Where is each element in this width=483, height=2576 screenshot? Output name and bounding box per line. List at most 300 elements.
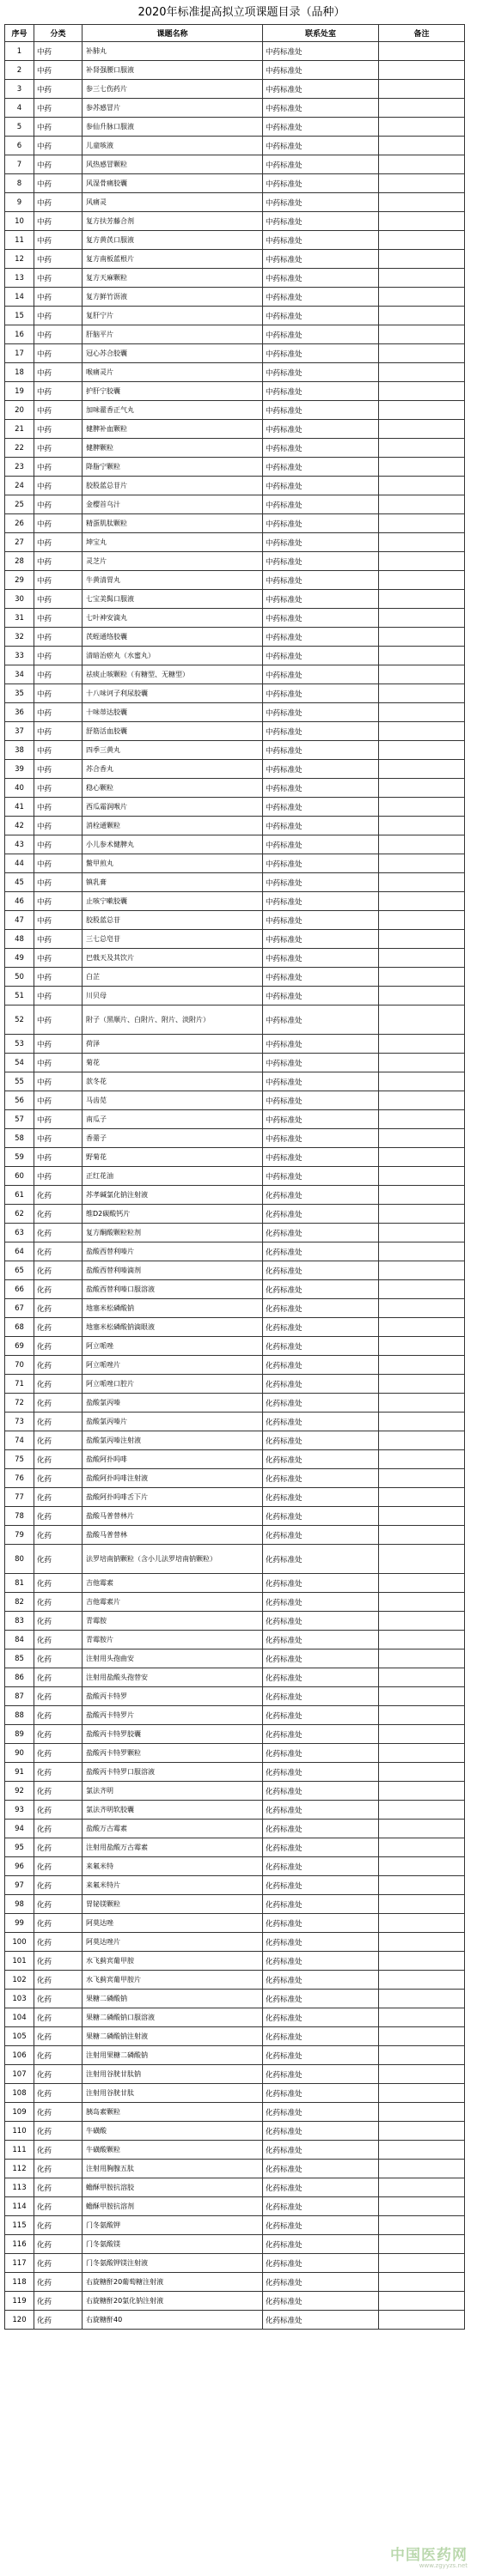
cell-index: 65 bbox=[5, 1261, 34, 1280]
cell-category: 化药 bbox=[34, 2084, 83, 2103]
table-row bbox=[5, 2084, 465, 2103]
table-row bbox=[5, 1488, 465, 1507]
cell-index: 83 bbox=[5, 1612, 34, 1631]
cell-category: 化药 bbox=[34, 2027, 83, 2046]
cell-topic-name: 盐酸丙卡特罗 bbox=[83, 1687, 263, 1706]
cell-contact-office: 中药标准处 bbox=[263, 722, 379, 741]
cell-category: 化药 bbox=[34, 1706, 83, 1725]
cell-topic-name: 阿立哌唑 bbox=[83, 1337, 263, 1356]
cell-category: 化药 bbox=[34, 1375, 83, 1394]
cell-remarks bbox=[379, 382, 465, 401]
cell-category: 中药 bbox=[34, 269, 83, 288]
cell-topic-name: 吉他霉素 bbox=[83, 1574, 263, 1593]
cell-index: 106 bbox=[5, 2046, 34, 2065]
cell-category: 化药 bbox=[34, 1318, 83, 1337]
cell-remarks bbox=[379, 911, 465, 930]
cell-index: 14 bbox=[5, 288, 34, 307]
table-row bbox=[5, 1574, 465, 1593]
cell-category: 中药 bbox=[34, 1148, 83, 1167]
cell-category: 中药 bbox=[34, 609, 83, 628]
table-row bbox=[5, 968, 465, 987]
cell-index: 72 bbox=[5, 1394, 34, 1413]
cell-contact-office: 中药标准处 bbox=[263, 628, 379, 647]
table-row bbox=[5, 1148, 465, 1167]
table-row bbox=[5, 99, 465, 118]
cell-contact-office: 中药标准处 bbox=[263, 363, 379, 382]
table-row bbox=[5, 1838, 465, 1857]
cell-category: 化药 bbox=[34, 2273, 83, 2292]
cell-category: 中药 bbox=[34, 42, 83, 61]
cell-category: 化药 bbox=[34, 1782, 83, 1801]
cell-index: 35 bbox=[5, 684, 34, 703]
cell-contact-office: 中药标准处 bbox=[263, 552, 379, 571]
cell-index: 105 bbox=[5, 2027, 34, 2046]
cell-category: 化药 bbox=[34, 1725, 83, 1744]
table-header-row bbox=[5, 25, 465, 42]
cell-index: 99 bbox=[5, 1914, 34, 1933]
cell-remarks bbox=[379, 2197, 465, 2216]
cell-topic-name: 盐酸万古霉素 bbox=[83, 1820, 263, 1838]
cell-category: 中药 bbox=[34, 552, 83, 571]
cell-contact-office: 中药标准处 bbox=[263, 42, 379, 61]
table-row bbox=[5, 420, 465, 439]
table-row bbox=[5, 1820, 465, 1838]
cell-index: 116 bbox=[5, 2235, 34, 2254]
cell-remarks bbox=[379, 2141, 465, 2160]
cell-remarks bbox=[379, 99, 465, 118]
cell-contact-office: 化药标准处 bbox=[263, 1574, 379, 1593]
cell-category: 化药 bbox=[34, 1933, 83, 1952]
table-row bbox=[5, 2122, 465, 2141]
cell-remarks bbox=[379, 1933, 465, 1952]
cell-contact-office: 中药标准处 bbox=[263, 137, 379, 155]
cell-remarks bbox=[379, 590, 465, 609]
table-row bbox=[5, 1413, 465, 1431]
cell-contact-office: 中药标准处 bbox=[263, 439, 379, 458]
table-row bbox=[5, 609, 465, 628]
cell-contact-office: 中药标准处 bbox=[263, 212, 379, 231]
cell-contact-office: 中药标准处 bbox=[263, 231, 379, 250]
cell-contact-office: 中药标准处 bbox=[263, 344, 379, 363]
cell-contact-office: 中药标准处 bbox=[263, 533, 379, 552]
cell-index: 9 bbox=[5, 193, 34, 212]
cell-contact-office: 中药标准处 bbox=[263, 477, 379, 495]
cell-remarks bbox=[379, 61, 465, 80]
cell-category: 化药 bbox=[34, 1242, 83, 1261]
table-row bbox=[5, 2103, 465, 2122]
table-row bbox=[5, 987, 465, 1005]
table-row bbox=[5, 760, 465, 779]
cell-category: 化药 bbox=[34, 1450, 83, 1469]
cell-contact-office: 中药标准处 bbox=[263, 665, 379, 684]
cell-remarks bbox=[379, 2046, 465, 2065]
cell-remarks bbox=[379, 2292, 465, 2311]
cell-category: 化药 bbox=[34, 2235, 83, 2254]
cell-topic-name: 地塞米松磷酸钠 bbox=[83, 1299, 263, 1318]
cell-remarks bbox=[379, 174, 465, 193]
cell-contact-office: 中药标准处 bbox=[263, 703, 379, 722]
cell-remarks bbox=[379, 1593, 465, 1612]
cell-topic-name: 盐酸阿扑吗啡 bbox=[83, 1450, 263, 1469]
cell-remarks bbox=[379, 193, 465, 212]
cell-remarks bbox=[379, 1857, 465, 1876]
cell-category: 化药 bbox=[34, 2197, 83, 2216]
table-row bbox=[5, 1914, 465, 1933]
cell-topic-name: 小儿参术健脾丸 bbox=[83, 835, 263, 854]
cell-contact-office: 中药标准处 bbox=[263, 1129, 379, 1148]
cell-contact-office: 中药标准处 bbox=[263, 495, 379, 514]
cell-index: 52 bbox=[5, 1005, 34, 1035]
cell-index: 86 bbox=[5, 1668, 34, 1687]
cell-topic-name: 盐酸丙卡特罗口服溶液 bbox=[83, 1763, 263, 1782]
cell-contact-office: 中药标准处 bbox=[263, 760, 379, 779]
cell-contact-office: 化药标准处 bbox=[263, 1375, 379, 1394]
cell-index: 48 bbox=[5, 930, 34, 949]
table-row bbox=[5, 798, 465, 817]
cell-topic-name: 牛磺酸 bbox=[83, 2122, 263, 2141]
cell-contact-office: 化药标准处 bbox=[263, 1280, 379, 1299]
cell-index: 42 bbox=[5, 817, 34, 835]
cell-index: 120 bbox=[5, 2311, 34, 2330]
cell-remarks bbox=[379, 817, 465, 835]
cell-index: 57 bbox=[5, 1110, 34, 1129]
cell-contact-office: 中药标准处 bbox=[263, 1110, 379, 1129]
cell-topic-name: 四季三黄丸 bbox=[83, 741, 263, 760]
cell-topic-name: 蟾酥甲胺抗溶胶 bbox=[83, 2178, 263, 2197]
cell-category: 中药 bbox=[34, 363, 83, 382]
cell-contact-office: 中药标准处 bbox=[263, 930, 379, 949]
cell-index: 66 bbox=[5, 1280, 34, 1299]
table-row bbox=[5, 1431, 465, 1450]
cell-index: 16 bbox=[5, 325, 34, 344]
table-row bbox=[5, 495, 465, 514]
cell-topic-name: 氯法齐明软胶囊 bbox=[83, 1801, 263, 1820]
cell-contact-office: 化药标准处 bbox=[263, 1668, 379, 1687]
table-row bbox=[5, 458, 465, 477]
cell-category: 中药 bbox=[34, 118, 83, 137]
cell-index: 44 bbox=[5, 854, 34, 873]
cell-remarks bbox=[379, 1091, 465, 1110]
cell-topic-name: 降脂宁颗粒 bbox=[83, 458, 263, 477]
cell-contact-office: 化药标准处 bbox=[263, 2065, 379, 2084]
cell-remarks bbox=[379, 1242, 465, 1261]
table-row bbox=[5, 2046, 465, 2065]
cell-contact-office: 中药标准处 bbox=[263, 949, 379, 968]
table-row bbox=[5, 1005, 465, 1035]
table-row bbox=[5, 1507, 465, 1526]
cell-category: 中药 bbox=[34, 779, 83, 798]
cell-topic-name: 来氟米特片 bbox=[83, 1876, 263, 1895]
table-row bbox=[5, 1242, 465, 1261]
cell-topic-name: 牛黄清胃丸 bbox=[83, 571, 263, 590]
cell-category: 中药 bbox=[34, 590, 83, 609]
cell-index: 20 bbox=[5, 401, 34, 420]
cell-category: 化药 bbox=[34, 2292, 83, 2311]
cell-remarks bbox=[379, 1744, 465, 1763]
cell-contact-office: 化药标准处 bbox=[263, 1261, 379, 1280]
cell-topic-name: 补肾强腰口服液 bbox=[83, 61, 263, 80]
cell-remarks bbox=[379, 1706, 465, 1725]
cell-contact-office: 化药标准处 bbox=[263, 1744, 379, 1763]
cell-index: 58 bbox=[5, 1129, 34, 1148]
cell-remarks bbox=[379, 2084, 465, 2103]
cell-topic-name: 白芷 bbox=[83, 968, 263, 987]
cell-index: 92 bbox=[5, 1782, 34, 1801]
cell-category: 化药 bbox=[34, 2046, 83, 2065]
cell-category: 中药 bbox=[34, 137, 83, 155]
cell-contact-office: 中药标准处 bbox=[263, 647, 379, 665]
cell-category: 化药 bbox=[34, 1507, 83, 1526]
cell-index: 89 bbox=[5, 1725, 34, 1744]
cell-topic-name: 右旋糖酐20葡萄糖注射液 bbox=[83, 2273, 263, 2292]
cell-index: 22 bbox=[5, 439, 34, 458]
cell-remarks bbox=[379, 552, 465, 571]
cell-index: 68 bbox=[5, 1318, 34, 1337]
cell-contact-office: 化药标准处 bbox=[263, 1952, 379, 1971]
cell-index: 78 bbox=[5, 1507, 34, 1526]
table-row bbox=[5, 118, 465, 137]
cell-topic-name: 注射用胸腺五肽 bbox=[83, 2160, 263, 2178]
cell-topic-name: 稳心颗粒 bbox=[83, 779, 263, 798]
cell-topic-name: 法罗培南钠颗粒（含小儿法罗培南钠颗粒） bbox=[83, 1545, 263, 1574]
table-row bbox=[5, 1299, 465, 1318]
cell-index: 8 bbox=[5, 174, 34, 193]
cell-category: 化药 bbox=[34, 1574, 83, 1593]
cell-index: 11 bbox=[5, 231, 34, 250]
cell-topic-name: 果糖二磷酸钠注射液 bbox=[83, 2027, 263, 2046]
cell-index: 55 bbox=[5, 1072, 34, 1091]
cell-remarks bbox=[379, 1035, 465, 1054]
cell-contact-office: 化药标准处 bbox=[263, 1224, 379, 1242]
cell-contact-office: 化药标准处 bbox=[263, 1394, 379, 1413]
cell-category: 中药 bbox=[34, 307, 83, 325]
cell-topic-name: 冠心苏合胶囊 bbox=[83, 344, 263, 363]
cell-contact-office: 中药标准处 bbox=[263, 684, 379, 703]
cell-contact-office: 化药标准处 bbox=[263, 2292, 379, 2311]
cell-index: 76 bbox=[5, 1469, 34, 1488]
table-row bbox=[5, 1744, 465, 1763]
table-row bbox=[5, 250, 465, 269]
cell-contact-office: 化药标准处 bbox=[263, 1526, 379, 1545]
table-row bbox=[5, 2273, 465, 2292]
cell-contact-office: 化药标准处 bbox=[263, 2122, 379, 2141]
cell-category: 化药 bbox=[34, 2008, 83, 2027]
cell-contact-office: 化药标准处 bbox=[263, 1706, 379, 1725]
table-row bbox=[5, 684, 465, 703]
cell-topic-name: 风痛灵 bbox=[83, 193, 263, 212]
cell-contact-office: 化药标准处 bbox=[263, 2216, 379, 2235]
cell-remarks bbox=[379, 835, 465, 854]
table-row bbox=[5, 1261, 465, 1280]
cell-category: 化药 bbox=[34, 1224, 83, 1242]
watermark-logo bbox=[390, 2543, 468, 2569]
cell-category: 化药 bbox=[34, 2160, 83, 2178]
cell-contact-office: 化药标准处 bbox=[263, 2027, 379, 2046]
cell-remarks bbox=[379, 1668, 465, 1687]
cell-index: 17 bbox=[5, 344, 34, 363]
cell-index: 6 bbox=[5, 137, 34, 155]
cell-index: 39 bbox=[5, 760, 34, 779]
cell-remarks bbox=[379, 1072, 465, 1091]
cell-remarks bbox=[379, 2273, 465, 2292]
cell-category: 中药 bbox=[34, 873, 83, 892]
cell-remarks bbox=[379, 1763, 465, 1782]
cell-topic-name: 青霉胺 bbox=[83, 1612, 263, 1631]
cell-contact-office: 中药标准处 bbox=[263, 155, 379, 174]
cell-topic-name: 门冬氨酸钾 bbox=[83, 2216, 263, 2235]
cell-category: 中药 bbox=[34, 439, 83, 458]
cell-category: 化药 bbox=[34, 1990, 83, 2008]
cell-topic-name: 胰岛素颗粒 bbox=[83, 2103, 263, 2122]
cell-index: 70 bbox=[5, 1356, 34, 1375]
cell-category: 化药 bbox=[34, 1857, 83, 1876]
cell-remarks bbox=[379, 1895, 465, 1914]
cell-topic-name: 盐酸氯丙嗪注射液 bbox=[83, 1431, 263, 1450]
table-row bbox=[5, 382, 465, 401]
table-row bbox=[5, 1971, 465, 1990]
cell-topic-name: 注射用果糖二磷酸钠 bbox=[83, 2046, 263, 2065]
table-row bbox=[5, 80, 465, 99]
cell-category: 化药 bbox=[34, 1687, 83, 1706]
cell-remarks bbox=[379, 42, 465, 61]
table-row bbox=[5, 1110, 465, 1129]
table-row bbox=[5, 155, 465, 174]
cell-topic-name: 门冬氨酸钾镁注射液 bbox=[83, 2254, 263, 2273]
cell-index: 112 bbox=[5, 2160, 34, 2178]
table-row bbox=[5, 1054, 465, 1072]
cell-category: 中药 bbox=[34, 477, 83, 495]
cell-index: 67 bbox=[5, 1299, 34, 1318]
table-row bbox=[5, 779, 465, 798]
cell-remarks bbox=[379, 477, 465, 495]
cell-remarks bbox=[379, 987, 465, 1005]
watermark-url: www.zgyyzs.net bbox=[419, 2562, 468, 2569]
cell-topic-name: 盐酸阿扑吗啡注射液 bbox=[83, 1469, 263, 1488]
cell-topic-name: 复肝宁片 bbox=[83, 307, 263, 325]
cell-index: 60 bbox=[5, 1167, 34, 1186]
cell-index: 50 bbox=[5, 968, 34, 987]
cell-remarks bbox=[379, 1280, 465, 1299]
cell-topic-name: 盐酸氯丙嗪片 bbox=[83, 1413, 263, 1431]
cell-index: 117 bbox=[5, 2254, 34, 2273]
table-row bbox=[5, 628, 465, 647]
cell-category: 中药 bbox=[34, 892, 83, 911]
cell-contact-office: 化药标准处 bbox=[263, 2046, 379, 2065]
cell-remarks bbox=[379, 1914, 465, 1933]
table-row bbox=[5, 949, 465, 968]
cell-index: 49 bbox=[5, 949, 34, 968]
cell-contact-office: 中药标准处 bbox=[263, 1035, 379, 1054]
cell-topic-name: 荷泽 bbox=[83, 1035, 263, 1054]
cell-index: 75 bbox=[5, 1450, 34, 1469]
cell-index: 82 bbox=[5, 1593, 34, 1612]
cell-category: 中药 bbox=[34, 231, 83, 250]
cell-remarks bbox=[379, 1054, 465, 1072]
cell-remarks bbox=[379, 269, 465, 288]
cell-index: 3 bbox=[5, 80, 34, 99]
cell-topic-name: 吉他霉素片 bbox=[83, 1593, 263, 1612]
cell-index: 107 bbox=[5, 2065, 34, 2084]
cell-topic-name: 款冬花 bbox=[83, 1072, 263, 1091]
cell-remarks bbox=[379, 1631, 465, 1649]
cell-topic-name: 盐酸西替利嗪口服溶液 bbox=[83, 1280, 263, 1299]
cell-contact-office: 化药标准处 bbox=[263, 2103, 379, 2122]
table-row bbox=[5, 892, 465, 911]
table-row bbox=[5, 2292, 465, 2311]
table-row bbox=[5, 930, 465, 949]
cell-contact-office: 中药标准处 bbox=[263, 798, 379, 817]
cell-category: 中药 bbox=[34, 61, 83, 80]
cell-category: 化药 bbox=[34, 1280, 83, 1299]
cell-topic-name: 注射用头孢曲安 bbox=[83, 1649, 263, 1668]
cell-index: 61 bbox=[5, 1186, 34, 1205]
cell-index: 64 bbox=[5, 1242, 34, 1261]
cell-contact-office: 化药标准处 bbox=[263, 1488, 379, 1507]
cell-remarks bbox=[379, 533, 465, 552]
cell-remarks bbox=[379, 1649, 465, 1668]
cell-index: 87 bbox=[5, 1687, 34, 1706]
cell-topic-name: 止咳宁嗽胶囊 bbox=[83, 892, 263, 911]
cell-category: 化药 bbox=[34, 2141, 83, 2160]
cell-contact-office: 化药标准处 bbox=[263, 2311, 379, 2330]
cell-remarks bbox=[379, 968, 465, 987]
cell-index: 119 bbox=[5, 2292, 34, 2311]
cell-category: 中药 bbox=[34, 647, 83, 665]
cell-topic-name: 儿童咳液 bbox=[83, 137, 263, 155]
cell-remarks bbox=[379, 1574, 465, 1593]
cell-category: 中药 bbox=[34, 628, 83, 647]
cell-category: 化药 bbox=[34, 1838, 83, 1857]
cell-index: 25 bbox=[5, 495, 34, 514]
table-row bbox=[5, 590, 465, 609]
cell-index: 43 bbox=[5, 835, 34, 854]
cell-contact-office: 化药标准处 bbox=[263, 1356, 379, 1375]
cell-topic-name: 盐酸马普替林 bbox=[83, 1526, 263, 1545]
cell-category: 中药 bbox=[34, 760, 83, 779]
cell-category: 化药 bbox=[34, 1545, 83, 1574]
cell-category: 中药 bbox=[34, 1035, 83, 1054]
cell-contact-office: 化药标准处 bbox=[263, 1612, 379, 1631]
cell-contact-office: 中药标准处 bbox=[263, 1148, 379, 1167]
cell-topic-name: 清暗治瘀丸（水蜜丸） bbox=[83, 647, 263, 665]
cell-topic-name: 南瓜子 bbox=[83, 1110, 263, 1129]
cell-remarks bbox=[379, 2008, 465, 2027]
cell-index: 7 bbox=[5, 155, 34, 174]
cell-topic-name: 参苏感冒片 bbox=[83, 99, 263, 118]
cell-topic-name: 复方黄芪口服液 bbox=[83, 231, 263, 250]
cell-remarks bbox=[379, 1990, 465, 2008]
cell-contact-office: 中药标准处 bbox=[263, 420, 379, 439]
cell-category: 化药 bbox=[34, 1299, 83, 1318]
cell-contact-office: 化药标准处 bbox=[263, 1413, 379, 1431]
cell-remarks bbox=[379, 930, 465, 949]
table-row bbox=[5, 2008, 465, 2027]
cell-remarks bbox=[379, 1148, 465, 1167]
table-row bbox=[5, 307, 465, 325]
table-row bbox=[5, 1545, 465, 1574]
cell-index: 97 bbox=[5, 1876, 34, 1895]
cell-remarks bbox=[379, 1413, 465, 1431]
cell-topic-name: 水飞蓟宾葡甲胺 bbox=[83, 1952, 263, 1971]
table-row bbox=[5, 514, 465, 533]
cell-category: 化药 bbox=[34, 1394, 83, 1413]
cell-contact-office: 中药标准处 bbox=[263, 193, 379, 212]
cell-topic-name: 苏孝碱氯化钠注射液 bbox=[83, 1186, 263, 1205]
watermark-text: 中国医药网 bbox=[390, 2547, 468, 2564]
cell-contact-office: 化药标准处 bbox=[263, 1205, 379, 1224]
cell-topic-name: 灵芝片 bbox=[83, 552, 263, 571]
cell-topic-name: 阿莫达唑 bbox=[83, 1914, 263, 1933]
